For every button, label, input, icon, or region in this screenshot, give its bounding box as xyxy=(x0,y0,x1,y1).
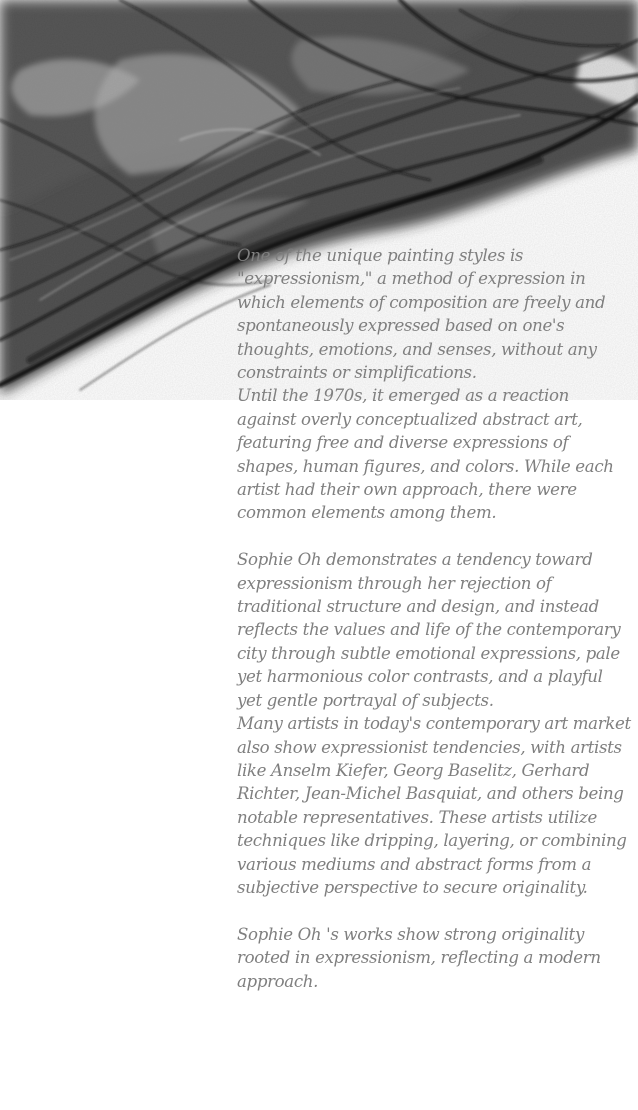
paragraph-contemporary-artists: Many artists in today's contemporary art market also show expressionist tendencies, with artists like Anselm Kiefer, Georg Baselitz, Gerhard Richter, Jean-Michel Basquiat, and others being notable representatives. These artists utilize techniques like dripping, layering, or combining various mediums and abstract forms from a subjective perspective to secure originality. xyxy=(237,714,631,897)
paragraph-spacer xyxy=(237,899,632,922)
paragraph-expressionism-definition: One of the unique painting styles is "expressionism," a method of expression in which elements of composition are freely and spontaneously expressed based on one's thoughts, emotions, and senses, without any constraints or simplifications. xyxy=(237,246,606,383)
article-text xyxy=(237,244,632,993)
paragraph-sophie-oh-originality: Sophie Oh 's works show strong originality rooted in expressionism, reflecting a modern approach. xyxy=(237,924,601,991)
paragraph-sophie-oh-tendency: Sophie Oh demonstrates a tendency toward expressionism through her rejection of traditional structure and design, and instead reflects the values and life of the contemporary city through subtle emotional expressions, pale yet harmonious color contrasts, and a playful yet gentle portrayal of subjects. xyxy=(237,550,621,710)
paragraph-1970s-history: Until the 1970s, it emerged as a reaction against overly conceptualized abstract art, featuring free and diverse expressions of shapes, human figures, and colors. While each artist had their own approach, there were common elements among them. xyxy=(237,386,614,523)
paragraph-spacer xyxy=(237,525,632,548)
